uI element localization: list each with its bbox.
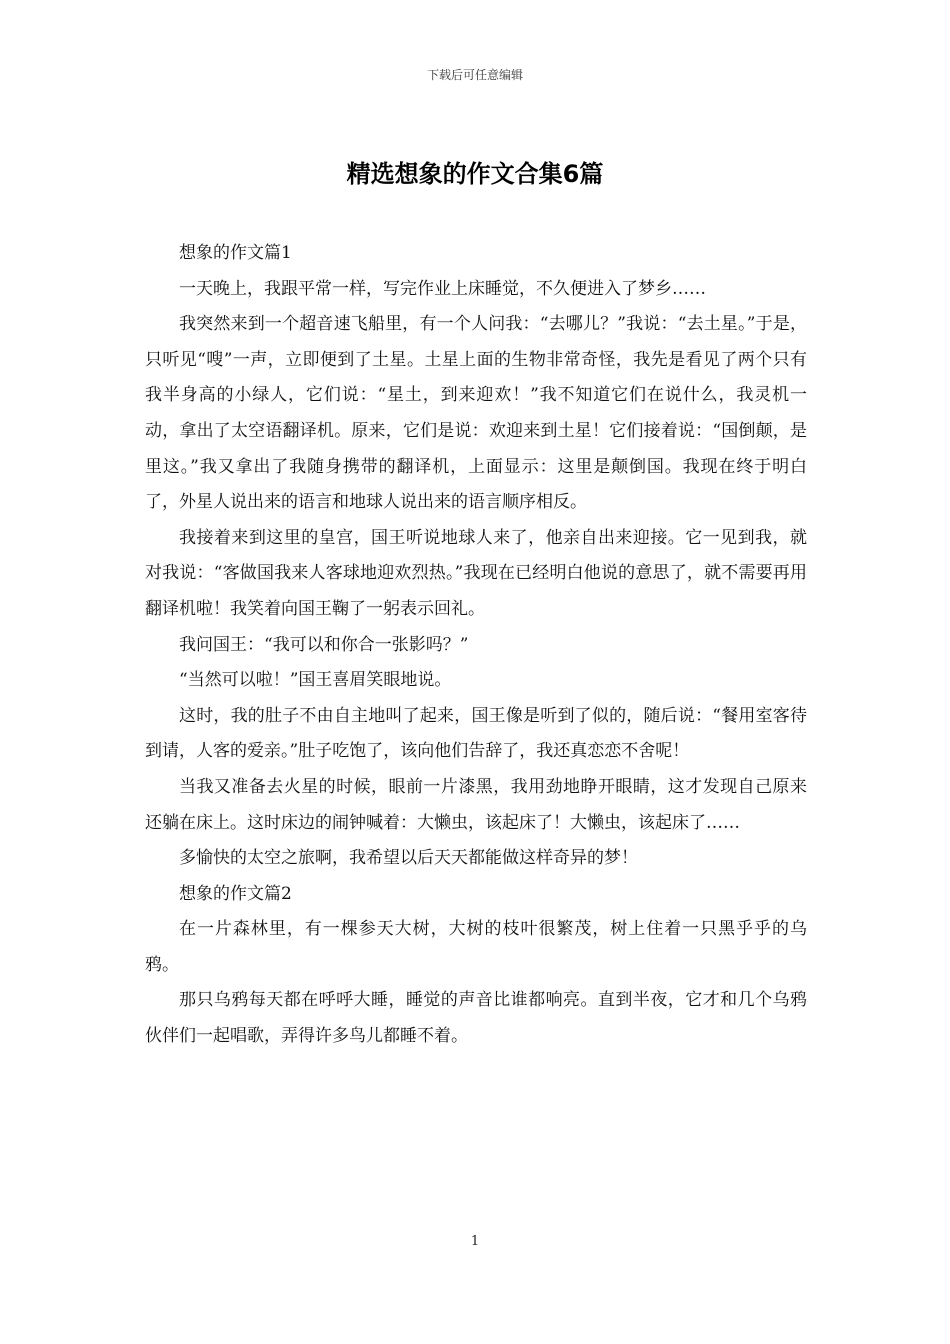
header-note: 下载后可任意编辑 (426, 68, 523, 82)
paragraph: 多愉快的太空之旅啊，我希望以后天天都能做这样奇异的梦！ (179, 848, 638, 869)
document-title: 精选想象的作文合集6篇 (346, 160, 604, 188)
section-heading: 想象的作文篇2 (179, 883, 292, 904)
paragraph: 我问国王：“我可以和你合一张影吗？” (179, 634, 469, 655)
paragraph: 我突然来到一个超音速飞船里，有一个人问我：“去哪儿？”我说：“去土星。”于是，只听见“嗖”一声，立即便到了土星。土星上面的生物非常奇怪，我先是看见了两个只有我半身高的小绿人，它们说：“星土，到来迎欢！”我不知道它们在说什么，我灵机一动，拿出了太空语翻译机。原来，它们是说：欢迎来到土星！它们接着说：“国倒颠，是里这。”我又拿出了我随身携带的翻译机，上面显示：这里是颠倒国。我现在终于明白了，外星人说出来的语言和地球人说出来的语言顺序相反。 (145, 314, 807, 513)
paragraph: 那只乌鸦每天都在呼呼大睡，睡觉的声音比谁都响亮。直到半夜，它才和几个乌鸦伙伴们一起唱歌，弄得许多鸟儿都睡不着。 (145, 990, 807, 1047)
paragraph: 一天晚上，我跟平常一样，写完作业上床睡觉，不久便进入了梦乡…… (179, 278, 706, 299)
paragraph: 我接着来到这里的皇宫，国王听说地球人来了，他亲自出来迎接。它一见到我，就对我说：“客做国我来人客球地迎欢烈热。”我现在已经明白他说的意思了，就不需要再用翻译机啦！我笑着向国王鞠了一躬表示回礼。 (145, 527, 807, 619)
paragraph: 在一片森林里，有一棵参天大树，大树的枝叶很繁茂，树上住着一只黑乎乎的乌鸦。 (145, 919, 807, 975)
paragraph: “当然可以啦！”国王喜眉笑眼地说。 (179, 670, 452, 691)
document-body (145, 236, 807, 1055)
section-heading: 想象的作文篇1 (179, 243, 292, 263)
page-number: 1 (470, 1234, 480, 1249)
paragraph: 当我又准备去火星的时候，眼前一片漆黑，我用劲地睁开眼睛，这才发现自己原来还躺在床上。这时床边的闹钟喊着：大懒虫，该起床了！大懒虫，该起床了…… (145, 776, 807, 833)
paragraph: 这时，我的肚子不由自主地叫了起来，国王像是听到了似的，随后说：“餐用室客待到请，人客的爱亲。”肚子吃饱了，该向他们告辞了，我还真恋恋不舍呢！ (145, 705, 807, 762)
